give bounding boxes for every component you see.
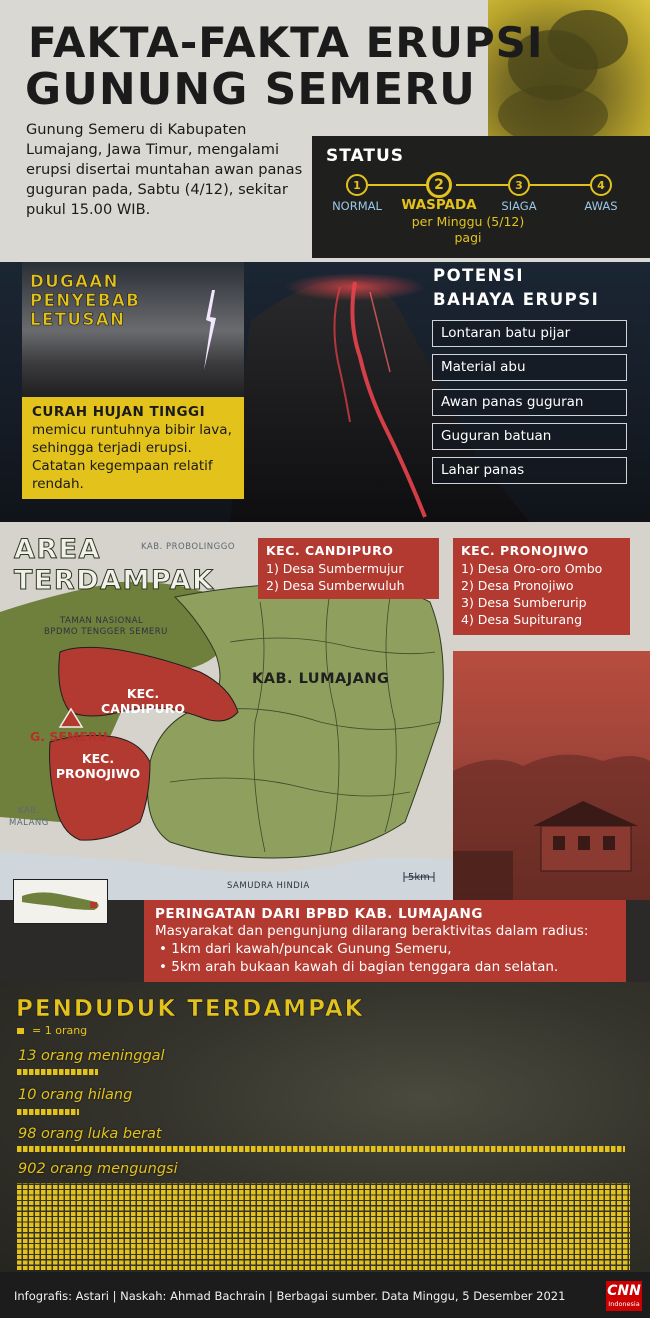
pop-label-hilang: 10 orang hilang: [18, 1087, 133, 1103]
status-level-3-label: SIAGA: [501, 199, 537, 213]
village-photo: [453, 651, 650, 900]
pronojiwo-title: KEC. PRONOJIWO: [461, 543, 589, 558]
cause-title: [30, 272, 140, 329]
hazard-item: Awan panas guguran: [432, 389, 627, 416]
gunung-semeru-label: G. SEMERU: [30, 729, 108, 744]
warning-title: PERINGATAN DARI BPBD KAB. LUMAJANG: [155, 906, 483, 922]
cause-body: memicu runtuhnya bibir lava, sehingga terjadi erupsi. Catatan kegempaan relatif rendah.: [32, 422, 232, 492]
status-level-3-icon: 3: [508, 174, 530, 196]
kec-label-line: CANDIPURO: [101, 701, 185, 716]
status-level-4-icon: 4: [590, 174, 612, 196]
java-inset-map: [13, 879, 108, 924]
hazard-title-line: POTENSI: [433, 266, 524, 285]
cause-title-line: LETUSAN: [30, 310, 126, 329]
pop-bar-luka: [17, 1146, 627, 1152]
kab-lumajang-label: KAB. LUMAJANG: [252, 671, 390, 687]
village-item: 2) Desa Sumberwuluh: [266, 578, 405, 593]
legend-text: = 1 orang: [32, 1024, 88, 1037]
kec-candipuro-label: [88, 686, 198, 716]
cause-heading: CURAH HUJAN TINGGI: [32, 404, 206, 420]
population-legend: [17, 1024, 87, 1037]
taman-nasional-label: TAMAN NASIONAL: [60, 616, 144, 626]
kab-malang-label: KAB.: [18, 806, 40, 816]
square-icon: [17, 1028, 24, 1034]
kec-pronojiwo-label: [54, 751, 142, 781]
warning-item: • 5km arah bukaan kawah di bagian tenggara dan selatan.: [159, 959, 559, 975]
pop-bar-hilang: [17, 1109, 97, 1115]
hazard-item: Guguran batuan: [432, 423, 627, 450]
pop-squares: [17, 1069, 98, 1075]
hazard-title: [433, 264, 599, 312]
pop-squares: [17, 1109, 79, 1115]
pop-bar-meninggal: [17, 1069, 97, 1075]
status-level-2-label: WASPADA: [401, 197, 477, 213]
status-connector: [530, 184, 590, 186]
village-item: 3) Desa Sumberurip: [461, 595, 587, 610]
scale-label: 5km: [408, 872, 430, 883]
title-line-2: GUNUNG SEMERU: [25, 64, 476, 115]
samudra-label: SAMUDRA HINDIA: [227, 881, 310, 891]
status-note: per Minggu (5/12) pagi: [411, 214, 525, 245]
taman-nasional-label: BPDMO TENGGER SEMERU: [44, 627, 168, 637]
warning-box: [144, 900, 626, 982]
status-level-2-icon: 2: [426, 172, 452, 198]
java-island-shape: [14, 880, 106, 922]
status-level-1-icon: 1: [346, 174, 368, 196]
pronojiwo-box: [453, 538, 630, 635]
area-title-line: AREA: [14, 534, 102, 565]
pop-label-mengungsi: 902 orang mengungsi: [18, 1161, 178, 1177]
hazard-title-line: BAHAYA ERUPSI: [433, 290, 600, 309]
pop-squares: [17, 1146, 625, 1152]
candipuro-box: [258, 538, 439, 599]
intro-text: Gunung Semeru di Kabupaten Lumajang, Jawa Timur, mengalami erupsi disertai muntahan awan panas guguran pada, Sabtu (4/12), sekitar pukul 15.00 WIB.: [26, 121, 303, 218]
cause-box: [22, 397, 244, 499]
hazard-item: Lahar panas: [432, 457, 627, 484]
cause-title-line: DUGAAN: [30, 272, 119, 291]
village-item: 1) Desa Oro-oro Ombo: [461, 561, 603, 576]
village-item: 2) Desa Pronojiwo: [461, 578, 574, 593]
cnn-logo: [606, 1281, 642, 1311]
status-title: STATUS: [326, 146, 405, 166]
kab-probolinggo-label: KAB. PROBOLINGGO: [141, 542, 236, 552]
population-title: PENDUDUK TERDAMPAK: [16, 996, 365, 1022]
candipuro-title: KEC. CANDIPURO: [266, 543, 394, 558]
status-level-4-label: AWAS: [584, 199, 618, 213]
warning-intro: Masyarakat dan pengunjung dilarang beraktivitas dalam radius:: [155, 923, 589, 939]
warning-item: • 1km dari kawah/puncak Gunung Semeru,: [159, 941, 452, 957]
pop-grid-mengungsi: [17, 1183, 630, 1270]
house-illustration: [453, 651, 650, 900]
status-panel: [312, 136, 650, 258]
cnn-logo-sub: Indonesia: [608, 1300, 640, 1308]
cnn-logo-text: CNN: [607, 1283, 641, 1299]
lightning-icon: [202, 290, 218, 370]
cause-title-line: PENYEBAB: [30, 291, 141, 310]
village-item: 1) Desa Sumbermujur: [266, 561, 404, 576]
kec-label-line: KEC.: [81, 751, 115, 766]
hazard-item: Material abu: [432, 354, 627, 381]
pop-label-luka: 98 orang luka berat: [18, 1126, 162, 1142]
kec-label-line: KEC.: [126, 686, 160, 701]
kec-label-line: PRONOJIWO: [55, 766, 141, 781]
status-connector: [456, 184, 508, 186]
pop-label-meninggal: 13 orang meninggal: [18, 1048, 165, 1064]
village-item: 4) Desa Supiturang: [461, 612, 583, 627]
credit-text: Infografis: Astari | Naskah: Ahmad Bachrain | Berbagai sumber. Data Minggu, 5 Desember 2021: [14, 1289, 566, 1303]
title-line-1: FAKTA-FAKTA ERUPSI: [28, 18, 544, 67]
status-connector: [368, 184, 428, 186]
kab-malang-label: MALANG: [9, 818, 49, 828]
hazard-item: Lontaran batu pijar: [432, 320, 627, 347]
area-title-line: TERDAMPAK: [14, 565, 215, 596]
status-level-1-label: NORMAL: [332, 199, 382, 213]
